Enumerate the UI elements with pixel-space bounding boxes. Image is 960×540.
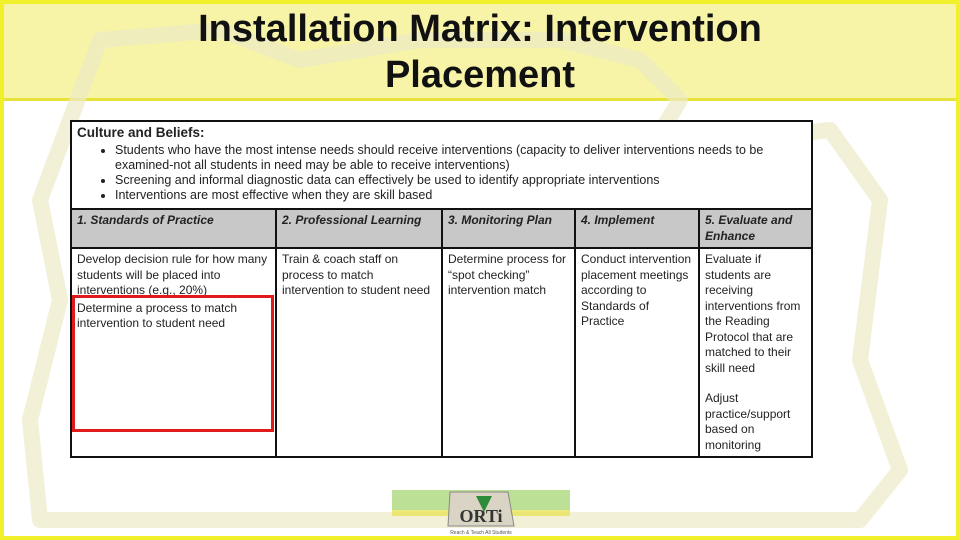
standards-text-2: Determine a process to match intervention to student need	[77, 300, 238, 330]
monitoring-plan-cell: Determine process for “spot checking” intervention match	[442, 248, 575, 457]
orti-logo	[392, 488, 570, 536]
column-header-row	[71, 209, 812, 248]
title-line-2: Placement	[384, 54, 576, 96]
highlight-box	[72, 295, 274, 432]
logo-tagline: Reach & Teach All Students	[450, 530, 512, 536]
evaluate-text-1: Evaluate if students are receiving interventions from the Reading Protocol that are matched to their skill need	[705, 252, 801, 375]
evaluate-cell	[699, 248, 812, 457]
implement-cell: Conduct intervention placement meetings according to Standards of Practice	[575, 248, 699, 457]
professional-learning-cell: Train & coach staff on process to match intervention to student need	[276, 248, 442, 457]
slide-title	[0, 6, 960, 98]
culture-bullet: • Screening and informal diagnostic data can effectively be used to identify appropriate interventions	[115, 173, 806, 188]
column-header: 2. Professional Learning	[276, 209, 442, 248]
title-line-1: Installation Matrix: Intervention	[198, 8, 762, 50]
culture-heading: Culture and Beliefs:	[77, 125, 205, 140]
logo-text: ORTi	[459, 506, 503, 526]
culture-bullet: • Interventions are most effective when they are skill based	[115, 188, 806, 203]
culture-bullet: • Students who have the most intense needs should receive interventions (capacity to deliver interventions needs to be examined-not all students in need may be able to receive interventions)	[115, 143, 806, 173]
standards-text-1: Develop decision rule for how many students will be placed into interventions (e.g., 20%)	[77, 252, 268, 297]
column-header: 1. Standards of Practice	[71, 209, 276, 248]
culture-bullet-list	[77, 143, 806, 203]
column-header: 3. Monitoring Plan	[442, 209, 575, 248]
column-header: 4. Implement	[575, 209, 699, 248]
column-header: 5. Evaluate and Enhance	[699, 209, 812, 248]
culture-beliefs-cell	[71, 121, 812, 209]
evaluate-text-2: Adjust practice/support based on monitoring	[705, 391, 791, 452]
